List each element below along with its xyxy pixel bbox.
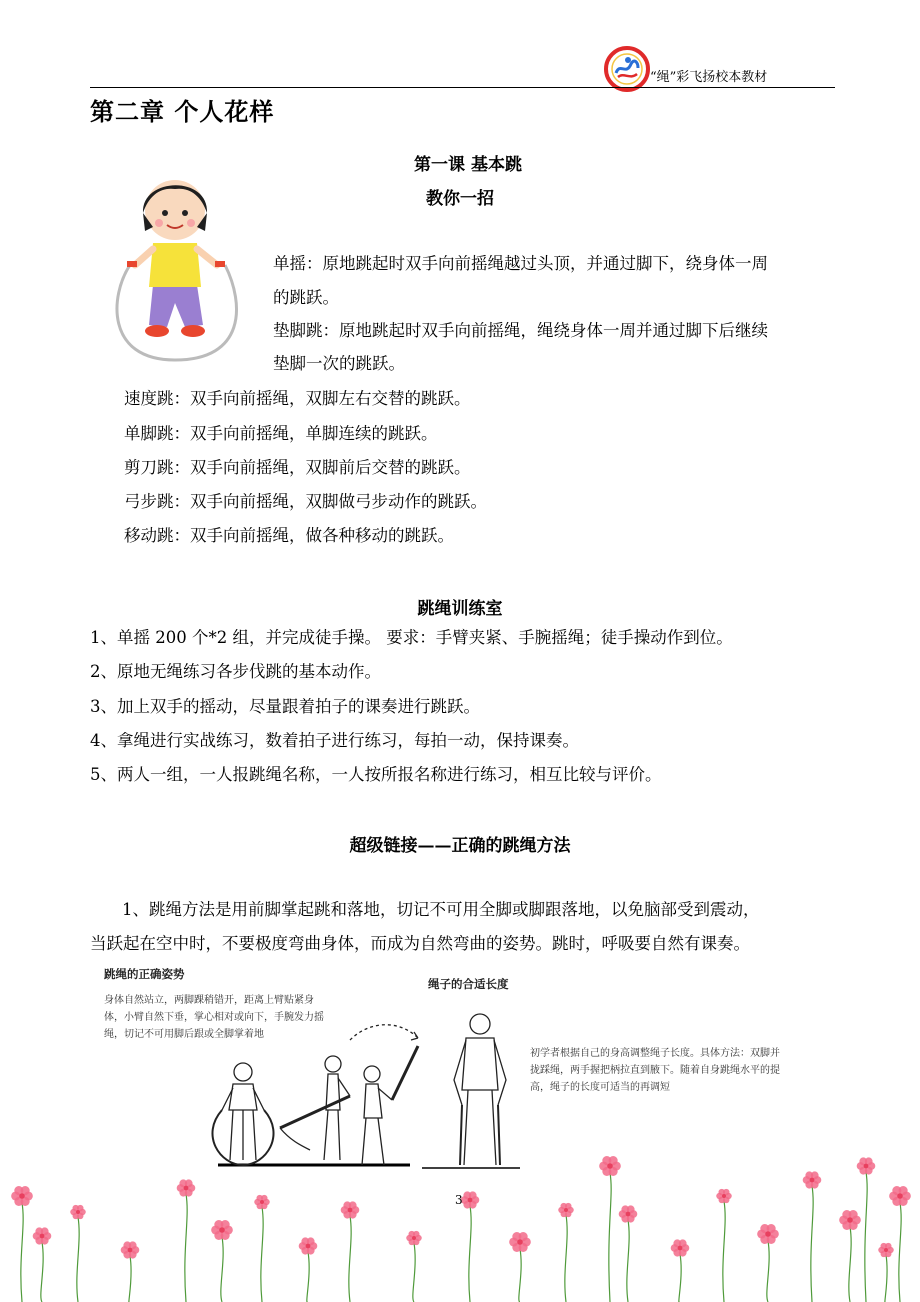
header-divider [90,87,835,88]
flower-center [184,1186,189,1191]
flower-stem [307,1252,309,1302]
flower-stem [129,1256,131,1302]
rope-length-line: 初学者根据自己的身高调整绳子长度。具体方法：双脚并 [530,1048,780,1059]
flower-center [722,1194,726,1198]
super-link-line: 1、跳绳方法是用前脚掌起跳和落地，切记不可用全脚或脚跟落地，以免脑部受到震动， [122,900,760,919]
flower-center [219,1227,225,1233]
skill-line: 的跳跃。 [273,288,339,307]
skill-line: 剪刀跳：双手向前摇绳，双脚前后交替的跳跃。 [124,458,471,477]
flower-stem [469,1206,471,1302]
flower-stem [609,1173,611,1302]
girl-jump-rope-illustration [105,165,255,370]
page-number: 3 [455,1193,463,1207]
posture-line: 体，小臂自然下垂，掌心相对或向下，手腕发力摇 [104,1012,324,1023]
flower-stem [519,1249,521,1302]
rope-length-line: 拢踩绳，两手握把柄拉直到腋下。随着自身跳绳水平的提 [530,1065,780,1076]
skill-line: 速度跳：双手向前摇绳，双脚左右交替的跳跃。 [124,389,471,408]
rope-length-line: 高，绳子的长度可适当的再调短 [530,1082,670,1093]
flower-center [864,1164,869,1169]
flower-center [260,1200,264,1204]
training-item: 2、原地无绳练习各步伐跳的基本动作。 [90,662,381,681]
school-logo [604,46,650,92]
flower-center [564,1208,568,1212]
flower-stem [349,1216,351,1302]
flower-center [76,1210,80,1214]
header-title: “绳”彩飞扬校本教材 [650,70,768,85]
skill-line: 移动跳：双手向前摇绳，做各种移动的跳跃。 [124,526,454,545]
skill-line: 单脚跳：双手向前摇绳，单脚连续的跳跃。 [124,424,438,443]
flower-center [517,1239,523,1245]
flower-border-decoration [0,1150,920,1302]
flower-center [19,1193,25,1199]
jumper-figures-drawing [100,960,900,1175]
flower-stem [565,1215,567,1302]
skill-line: 垫脚跳：原地跳起时双手向前摇绳，绳绕身体一周并通过脚下后继续 [273,321,768,340]
flower-center [897,1193,903,1199]
super-link-line: 当跃起在空中时，不要极度弯曲身体，而成为自然弯曲的姿势。跳时，呼吸要自然有课奏。 [90,934,750,953]
flower-center [128,1248,133,1253]
flower-stem [21,1203,23,1302]
flower-stem [885,1255,887,1302]
flower-center [847,1217,853,1223]
flower-stem [811,1186,813,1302]
flower-stem [185,1194,187,1302]
flower-stem [849,1227,851,1302]
flower-center [765,1231,771,1237]
flower-center [884,1248,888,1252]
flower-stem [899,1203,901,1302]
lesson-subtitle: 教你一招 [426,189,494,209]
chapter-title: 第二章 个人花样 [90,97,275,126]
flower-stem [41,1242,43,1302]
flower-stem [767,1241,769,1302]
flower-center [40,1234,45,1239]
flower-center [626,1212,631,1217]
flower-stem [723,1201,725,1302]
training-title: 跳绳训练室 [417,599,503,619]
flower-stem [627,1220,629,1302]
flower-center [468,1198,473,1203]
flower-stem [261,1207,263,1302]
training-item: 1、单摇 200 个*2 组，并完成徒手操。 要求：手臂夹紧、手腕摇绳；徒手操动作到位。 [90,628,733,647]
flower-center [678,1246,683,1251]
rope-length-title: 绳子的合适长度 [428,977,509,991]
posture-title: 跳绳的正确姿势 [104,967,185,981]
skill-line: 单摇：原地跳起时双手向前摇绳越过头顶，并通过脚下，绕身体一周 [273,254,768,273]
flower-center [348,1208,353,1213]
rope-technique-illustration [100,960,900,1175]
flower-center [810,1178,815,1183]
posture-line: 绳，切记不可用脚后跟或全脚掌着地 [104,1029,264,1040]
training-item: 5、两人一组，一人报跳绳名称，一人按所报名称进行练习，相互比较与评价。 [90,765,662,784]
training-item: 3、加上双手的摇动，尽量跟着拍子的课奏进行跳跃。 [90,697,480,716]
flower-center [306,1244,311,1249]
flower-stem [413,1243,415,1302]
flower-stem [679,1254,681,1302]
training-item: 4、拿绳进行实战练习，数着拍子进行练习，每拍一动，保持课奏。 [90,731,579,750]
flower-center [412,1236,416,1240]
flower-stem [221,1237,223,1302]
flower-center [607,1163,613,1169]
super-link-title: 超级链接——正确的跳绳方法 [349,836,571,856]
flower-stem [77,1217,79,1302]
lesson-title: 第一课 基本跳 [414,155,522,175]
flower-stem [865,1172,867,1302]
skill-line: 垫脚一次的跳跃。 [273,354,405,373]
skill-line: 弓步跳：双手向前摇绳，双脚做弓步动作的跳跃。 [124,492,487,511]
posture-line: 身体自然站立，两脚踝稍错开，距离上臂贴紧身 [104,995,314,1006]
